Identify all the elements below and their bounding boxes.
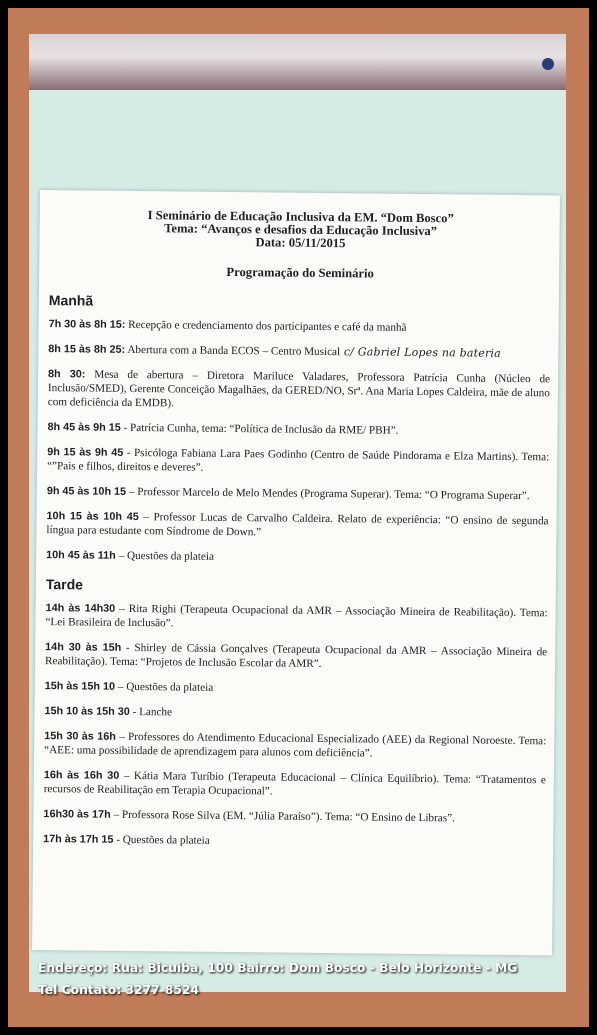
- footer-address: Endereço: Rua: Bicuiba, 100 Bairro: Dom Bosco - Belo Horizonte - MG: [38, 961, 518, 975]
- schedule-time: 14h às 14h30: [45, 602, 116, 615]
- schedule-description: – Professor Lucas de Carvalho Caldeira. Relato de experiência: “O ensino de segunda língua para estudante com Síndrome de Down.”: [46, 511, 549, 539]
- schedule-description: – Professores do Atendimento Educacional Especializado (AEE) da Regional Noroeste. Tema: “AEE: uma possibilidade de aprendizagem para alunos com deficiência”.: [44, 730, 547, 760]
- morning-schedule: [46, 317, 551, 567]
- schedule-description: Recepção e credenciamento dos participantes e café da manhã: [128, 318, 407, 334]
- morning-heading: Manhã: [48, 292, 94, 309]
- schedule-description: - Shirley de Cássia Gonçalves (Terapeuta Ocupacional da AMR – Associação Mineira de Reabilitação). Tema: “Projetos de Inclusão Escolar da AMR”.: [45, 641, 548, 670]
- schedule-item: [48, 342, 550, 361]
- schedule-item: [46, 509, 548, 542]
- schedule-time: 8h 30:: [48, 368, 86, 381]
- schedule-description: – Professora Rose Silva (EM. “Júlia Paraíso”). Tema: “O Ensino de Libras”.: [113, 808, 455, 825]
- schedule-item: [49, 317, 551, 336]
- schedule-item: [47, 484, 549, 503]
- seminar-program-sheet: [32, 190, 560, 955]
- schedule-time: 7h 30 às 8h 15:: [48, 318, 126, 331]
- pin-icon: [542, 58, 554, 70]
- schedule-description: - Lanche: [132, 705, 173, 719]
- schedule-item: [44, 704, 546, 723]
- schedule-time: 10h 15 às 10h 45: [46, 510, 139, 524]
- afternoon-heading: Tarde: [45, 576, 84, 593]
- program-title: Programação do Seminário: [226, 264, 374, 281]
- header-date: Data: 05/11/2015: [255, 235, 346, 251]
- schedule-time: 15h às 15h 10: [44, 680, 116, 693]
- schedule-time: 16h às 16h 30: [43, 769, 120, 782]
- header-line-2: Tema: “Avanços e desafios da Educação Inclusiva”: [164, 221, 438, 239]
- handwritten-note: c/ Gabriel Lopes na bateria: [340, 345, 502, 360]
- footer-phone: Tel Contato: 3277-8524: [38, 983, 200, 997]
- schedule-time: 15h 30 às 16h: [44, 730, 116, 743]
- schedule-description: - Questões da plateia: [116, 833, 210, 847]
- schedule-description: Mesa de abertura – Diretora Mariluce Valadares, Professora Patrícia Cunha (Núcleo de Inclusão/SMED), Gerente Conceição Magalhães, da GERED/NO, Srª. Ana Maria Lopes Caldeira, mãe de aluno com deficiência da EMDB).: [47, 368, 551, 410]
- schedule-description: – Professor Marcelo de Melo Mendes (Programa Superar). Tema: “O Programa Superar”.: [128, 485, 530, 503]
- schedule-item: [45, 679, 547, 698]
- schedule-item: [43, 832, 545, 851]
- schedule-time: 14h 30 às 15h: [45, 641, 122, 654]
- schedule-time: 10h 45 às 11h: [46, 549, 116, 562]
- schedule-description: - Psicóloga Fabiana Lara Paes Godinho (Centro de Saúde Pindorama e Elza Martins). Tema: “”Pais e filhos, direitos e deveres”.: [47, 446, 550, 474]
- schedule-item: [45, 640, 547, 673]
- schedule-time: 8h 15 às 8h 25:: [48, 343, 126, 356]
- schedule-description: – Kátia Mara Turíbio (Terapeuta Educacional – Clínica Equilíbrio). Tema: “Tratamentos e recursos de Reabilitação em Terapia Ocupacional”.: [43, 769, 546, 798]
- header-line-1: I Seminário de Educação Inclusiva da EM. “Dom Bosco”: [147, 208, 454, 226]
- schedule-item: [45, 601, 547, 634]
- schedule-description: – Questões da plateia: [118, 549, 215, 563]
- schedule-item: [44, 768, 546, 801]
- afternoon-schedule: [43, 601, 548, 851]
- schedule-time: 16h30 às 17h: [43, 808, 111, 821]
- schedule-time: 17h às 17h 15: [43, 833, 114, 846]
- top-paper-strip: [29, 34, 566, 90]
- schedule-time: 9h 15 às 9h 45: [47, 446, 124, 459]
- schedule-item: [44, 729, 546, 762]
- schedule-time: 9h 45 às 10h 15: [46, 485, 127, 498]
- schedule-item: [48, 367, 550, 414]
- schedule-item: [47, 445, 549, 478]
- schedule-item: [47, 420, 549, 439]
- schedule-time: 15h 10 às 15h 30: [44, 705, 130, 718]
- schedule-item: [43, 807, 545, 826]
- schedule-item: [46, 548, 548, 567]
- schedule-description: – Rita Righi (Terapeuta Ocupacional da AMR – Associação Mineira de Reabilitação). Tema: “Lei Brasileira de Inclusão”.: [45, 602, 548, 630]
- schedule-time: 8h 45 às 9h 15: [47, 421, 121, 434]
- schedule-description: – Questões da plateia: [117, 680, 214, 694]
- schedule-description: Abertura com a Banda ECOS – Centro Musical: [127, 343, 341, 359]
- schedule-description: - Patrícia Cunha, tema: “Política de Inclusão da RME/ PBH”.: [123, 421, 399, 437]
